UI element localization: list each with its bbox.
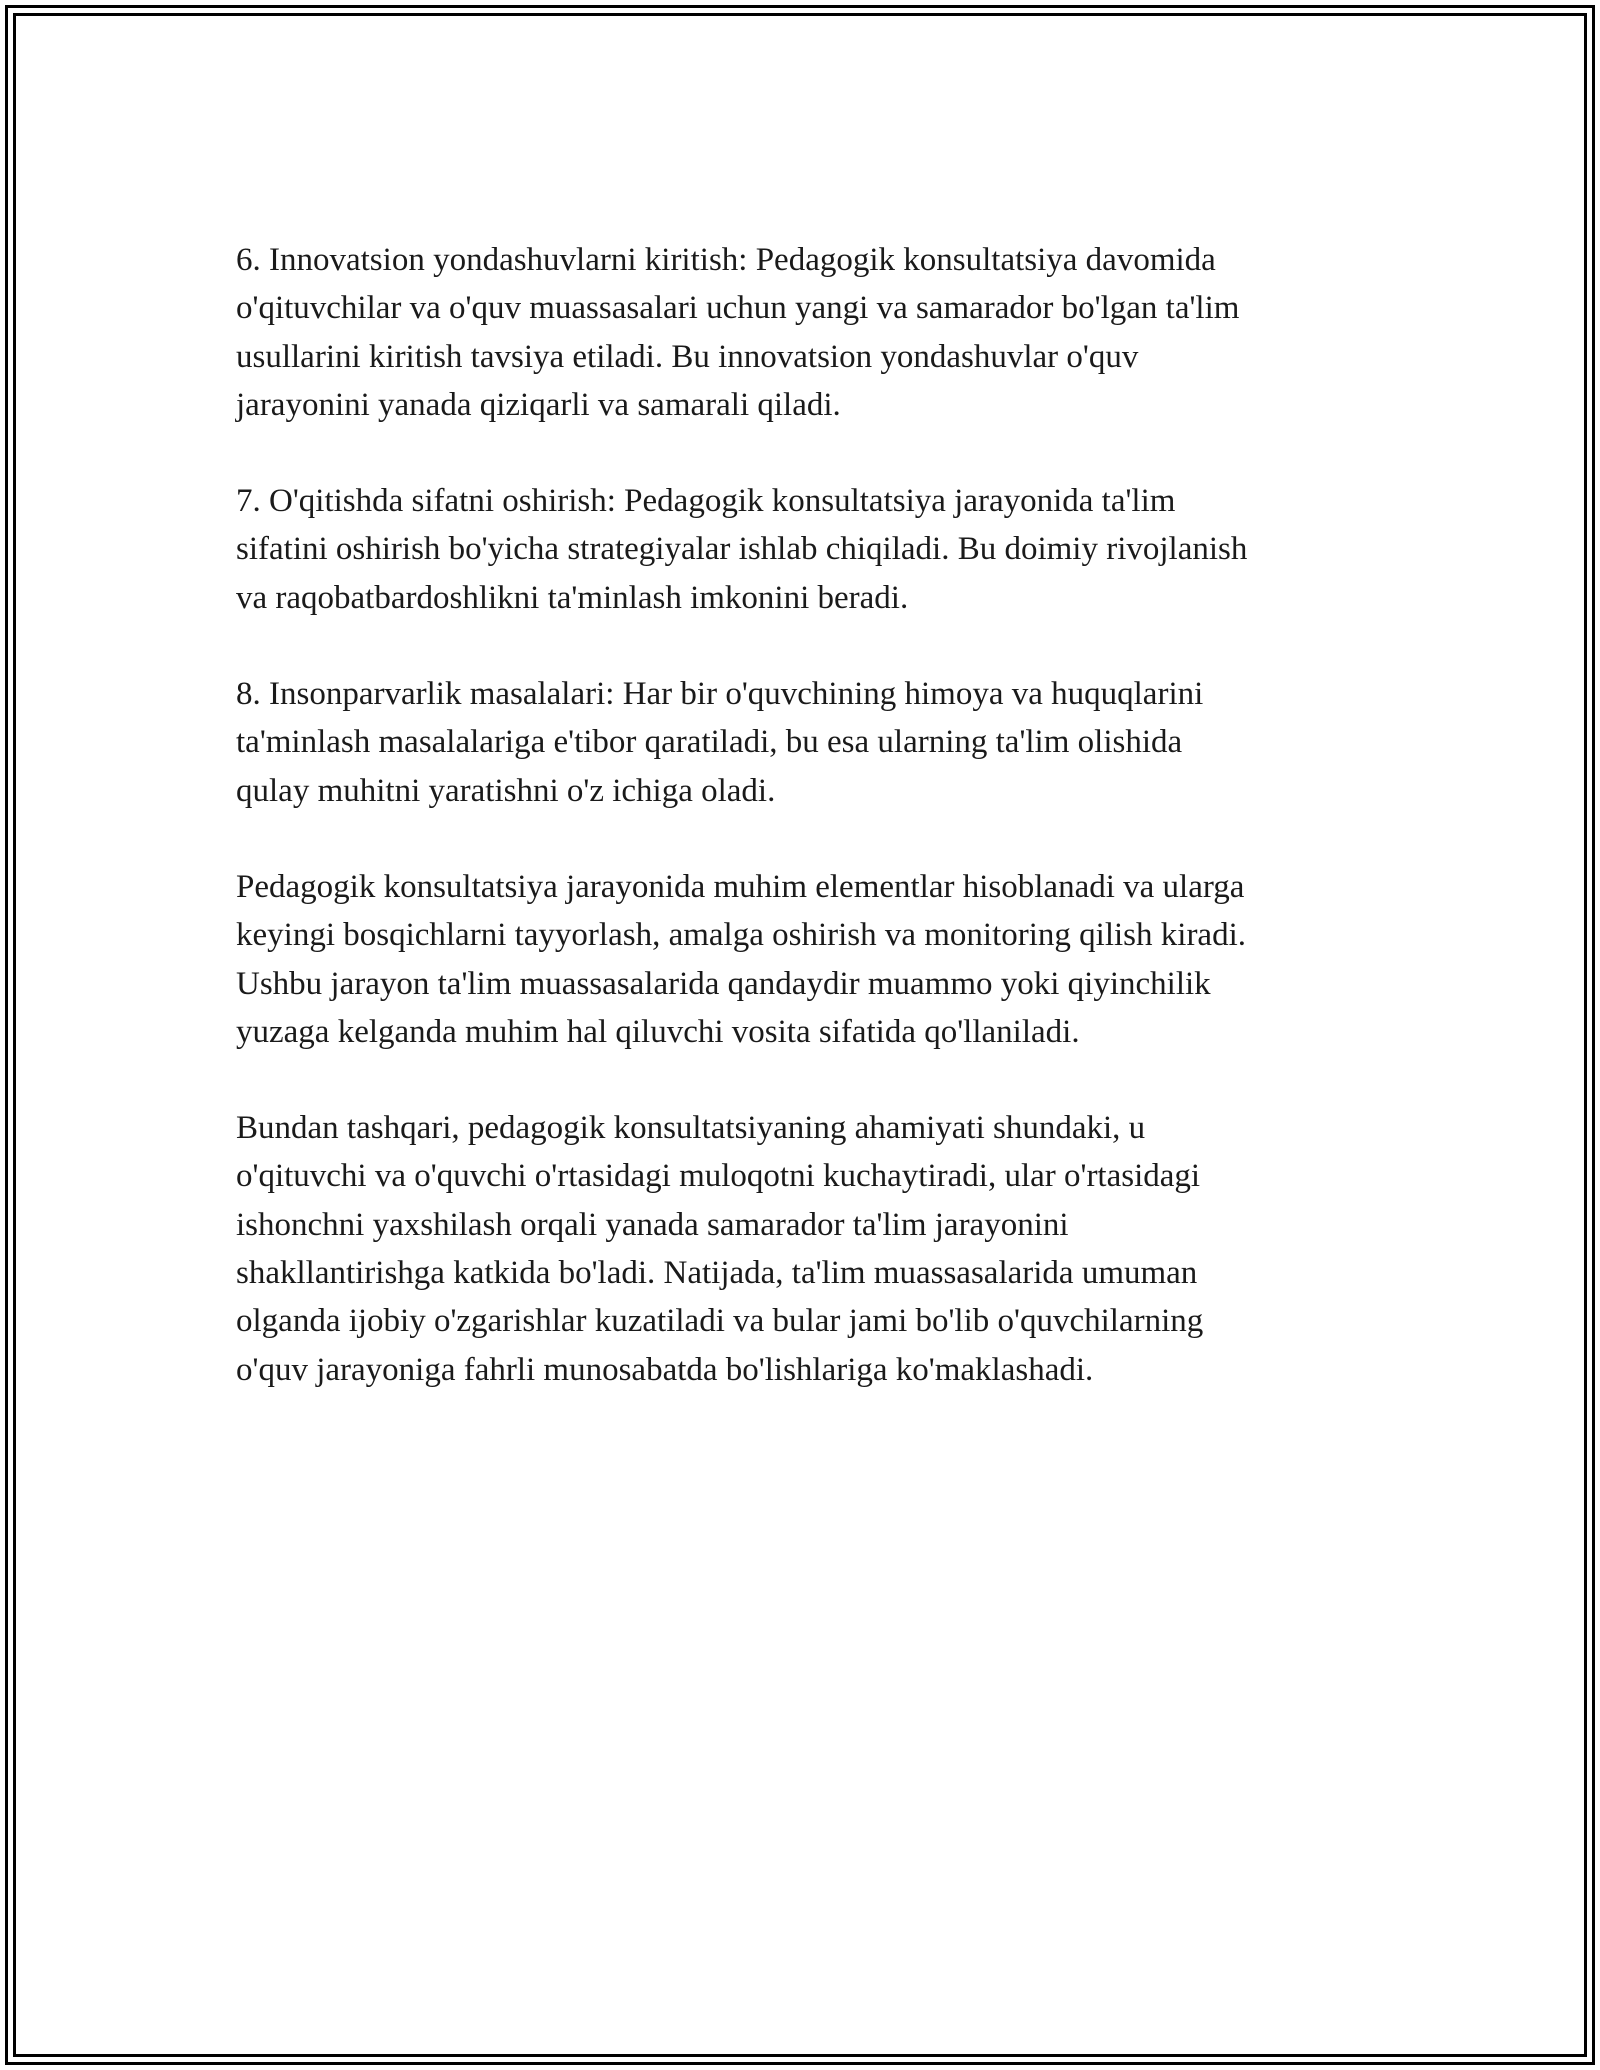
text-line: shakllantirishga katkida bo'ladi. Natijada, ta'lim muassasalarida umuman <box>236 1255 1198 1292</box>
text-line: Bundan tashqari, pedagogik konsultatsiyaning ahamiyati shundaki, u <box>236 1110 1146 1147</box>
paragraph-conclusion <box>236 1104 1376 1394</box>
text-line: usullarini kiritish tavsiya etiladi. Bu innovatsion yondashuvlar o'quv <box>236 338 1139 375</box>
text-line: qulay muhitni yaratishni o'z ichiga oladi. <box>236 772 776 809</box>
text-line: Pedagogik konsultatsiya jarayonida muhim elementlar hisoblanadi va ularga <box>236 868 1245 905</box>
paragraph-quality-improvement <box>236 477 1376 622</box>
text-line: ta'minlash masalalariga e'tibor qaratiladi, bu esa ularning ta'lim olishida <box>236 724 1183 761</box>
text-line: 6. Innovatsion yondashuvlarni kiritish: Pedagogik konsultatsiya davomida <box>236 242 1216 278</box>
text-line: olganda ijobiy o'zgarishlar kuzatiladi va bular jami bo'lib o'quvchilarning <box>236 1303 1204 1340</box>
document-body <box>236 236 1376 1394</box>
paragraph-humanitarian-issues <box>236 670 1376 815</box>
paragraph-innovative-approaches <box>236 236 1376 429</box>
text-line: 7. O'qitishda sifatni oshirish: Pedagogik konsultatsiya jarayonida ta'lim <box>236 483 1176 520</box>
text-line: keyingi bosqichlarni tayyorlash, amalga oshirish va monitoring qilish kiradi. <box>236 917 1246 954</box>
text-line: o'quv jarayoniga fahrli munosabatda bo'lishlariga ko'maklashadi. <box>236 1351 1094 1388</box>
text-line: 8. Insonparvarlik masalalari: Har bir o'quvchining himoya va huquqlarini <box>236 676 1204 713</box>
text-line: o'qituvchilar va o'quv muassasalari uchun yangi va samarador bo'lgan ta'lim <box>236 290 1240 327</box>
text-line: sifatini oshirish bo'yicha strategiyalar ishlab chiqiladi. Bu doimiy rivojlanish <box>236 531 1248 568</box>
text-line: o'qituvchi va o'quvchi o'rtasidagi muloqotni kuchaytiradi, ular o'rtasidagi <box>236 1158 1201 1195</box>
text-line: jarayonini yanada qiziqarli va samarali qiladi. <box>236 386 841 423</box>
text-line: va raqobatbardoshlikni ta'minlash imkonini beradi. <box>236 579 909 616</box>
text-line: yuzaga kelganda muhim hal qiluvchi vosita sifatida qo'llaniladi. <box>236 1013 1080 1050</box>
paragraph-process-elements <box>236 863 1376 1056</box>
text-line: ishonchni yaxshilash orqali yanada samarador ta'lim jarayonini <box>236 1206 1069 1243</box>
text-line: Ushbu jarayon ta'lim muassasalarida qandaydir muammo yoki qiyinchilik <box>236 965 1211 1002</box>
